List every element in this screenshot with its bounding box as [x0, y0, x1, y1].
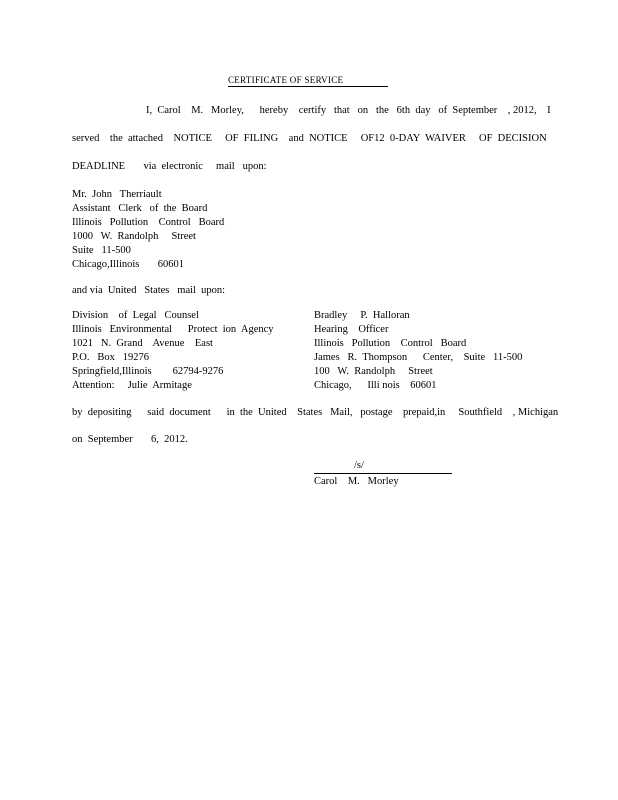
document-title: CERTIFICATE OF SERVICE	[228, 74, 388, 87]
intro-line-1: I, Carol M. Morley, hereby certify that on the 6th day of September , 2012, I	[146, 105, 551, 116]
address-line: Assistant Clerk of the Board	[72, 203, 208, 214]
address-line: Suite 11-500	[72, 245, 131, 256]
intro-line-3: DEADLINE via electronic mail upon:	[72, 161, 267, 172]
closing-line-2: on September 6, 2012.	[72, 434, 188, 445]
electronic-recipient-address	[72, 188, 224, 272]
address-line: 100 W. Randolph Street	[314, 366, 433, 377]
address-line: 1021 N. Grand Avenue East	[72, 338, 213, 349]
address-line: 1000 W. Randolph Street	[72, 231, 196, 242]
mail-recipient-left	[72, 309, 274, 393]
address-line: Illinois Pollution Control Board	[72, 217, 225, 228]
mail-intro: and via United States mail upon:	[72, 285, 226, 296]
closing-line-1: by depositing said document in the United States Mail, postage prepaid,in Southfield , Michigan	[72, 407, 559, 418]
address-line: Chicago,Illinois 60601	[72, 259, 184, 270]
address-line: Attention: Julie Armitage	[72, 380, 192, 391]
signature-mark: /s/	[354, 460, 364, 471]
intro-line-2: served the attached NOTICE OF FILING and NOTICE OF12 0-DAY WAIVER OF DECISION	[72, 133, 547, 144]
signature-line	[314, 473, 452, 474]
address-line: Hearing Officer	[314, 324, 389, 335]
address-line: Springfield,Illinois 62794-9276	[72, 366, 224, 377]
signer-name: Carol M. Morley	[314, 476, 399, 487]
mail-recipient-right	[314, 309, 522, 393]
address-line: Division of Legal Counsel	[72, 310, 199, 321]
address-line: P.O. Box 19276	[72, 352, 150, 363]
address-line: Illinois Pollution Control Board	[314, 338, 467, 349]
address-line: Mr. John Therriault	[72, 189, 162, 200]
address-line: James R. Thompson Center, Suite 11-500	[314, 352, 523, 363]
address-line: Illinois Environmental Protect ion Agency	[72, 324, 274, 335]
address-line: Chicago, Illi nois 60601	[314, 380, 437, 391]
address-line: Bradley P. Halloran	[314, 310, 410, 321]
